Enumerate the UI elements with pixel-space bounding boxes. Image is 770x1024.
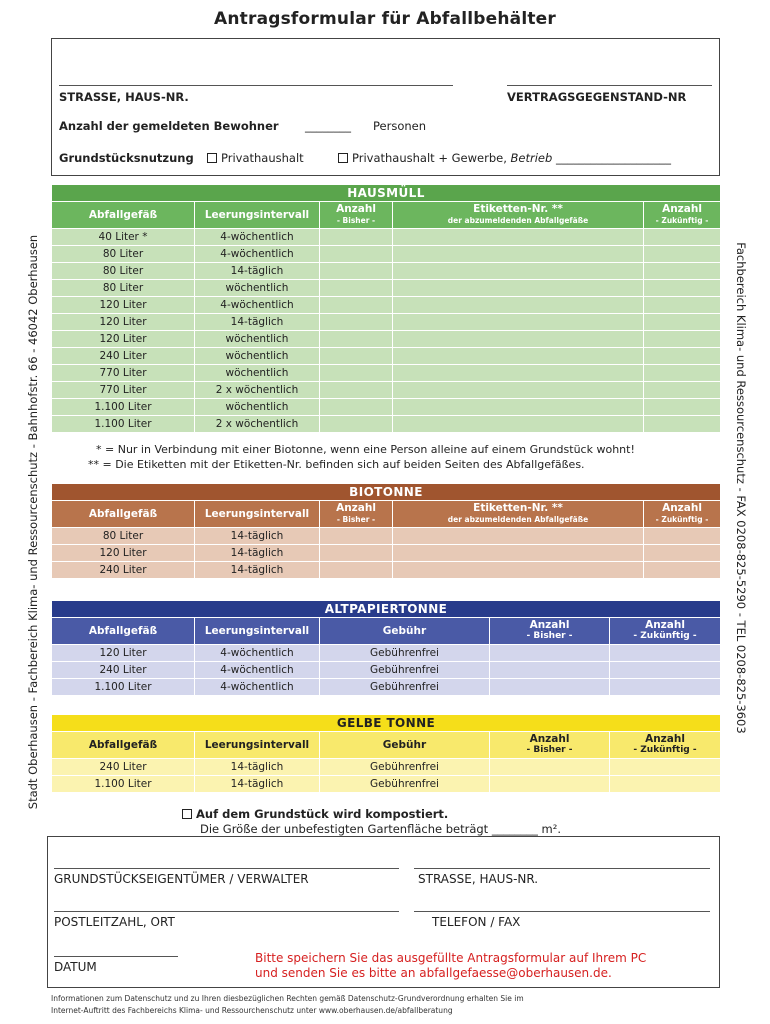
- anzahl-bisher-input[interactable]: [320, 297, 393, 314]
- anzahl-zukuenftig-input[interactable]: [644, 528, 721, 545]
- intervall-cell: 14-täglich: [195, 545, 320, 562]
- table-row: [52, 229, 721, 246]
- gefaess-cell: 120 Liter: [52, 314, 195, 331]
- col-anzahl-label: Anzahl: [529, 733, 570, 745]
- anzahl-bisher-input[interactable]: [320, 562, 393, 579]
- col-anzahl-label: Anzahl: [336, 203, 376, 215]
- table-row: [52, 399, 721, 416]
- etiketten-input[interactable]: [393, 528, 644, 545]
- gefaess-cell: 80 Liter: [52, 280, 195, 297]
- anzahl-bisher-input[interactable]: [320, 263, 393, 280]
- contract-label: VERTRAGSGEGENSTAND-NR: [507, 90, 687, 104]
- intervall-cell: 14-täglich: [195, 263, 320, 280]
- gefaess-cell: 240 Liter: [52, 759, 195, 776]
- anzahl-bisher-input[interactable]: [320, 348, 393, 365]
- etiketten-input[interactable]: [393, 297, 644, 314]
- col-etiketten: [393, 202, 644, 229]
- usage-option-business[interactable]: [338, 151, 671, 165]
- table-row: [52, 759, 721, 776]
- col-anzahl-sub: - Bisher -: [336, 515, 376, 524]
- table-row: [52, 776, 721, 793]
- side-text-left: Stadt Oberhausen - Fachbereich Klima- und Ressourcenschutz - Bahnhofstr. 66 - 46042 Oberhausen: [26, 234, 40, 810]
- anzahl-zukuenftig-input[interactable]: [644, 562, 721, 579]
- gefaess-cell: 80 Liter: [52, 528, 195, 545]
- anzahl-zukuenftig-input[interactable]: [610, 662, 721, 679]
- residents-unit: Personen: [373, 119, 427, 133]
- intervall-cell: 2 x wöchentlich: [195, 416, 320, 433]
- intervall-cell: 14-täglich: [195, 314, 320, 331]
- anzahl-bisher-input[interactable]: [320, 399, 393, 416]
- intervall-cell: wöchentlich: [195, 331, 320, 348]
- gefaess-cell: 120 Liter: [52, 297, 195, 314]
- intervall-cell: 4-wöchentlich: [195, 297, 320, 314]
- intervall-cell: wöchentlich: [195, 348, 320, 365]
- biotonne-table: [51, 483, 721, 579]
- col-anzahl2-sub: - Zukünftig -: [655, 216, 709, 225]
- anzahl-zukuenftig-input[interactable]: [644, 348, 721, 365]
- anzahl-zukuenftig-input[interactable]: [644, 280, 721, 297]
- intervall-cell: 4-wöchentlich: [195, 662, 320, 679]
- anzahl-zukuenftig-input[interactable]: [644, 365, 721, 382]
- col-anzahl-bisher: [320, 202, 393, 229]
- gebuehr-cell: Gebührenfrei: [320, 776, 490, 793]
- gebuehr-cell: Gebührenfrei: [320, 679, 490, 696]
- hausmuell-table: [51, 184, 721, 433]
- anzahl-zukuenftig-input[interactable]: [644, 297, 721, 314]
- col-anzahl2-sub: - Zukünftig -: [633, 631, 697, 641]
- gefaess-cell: 770 Liter: [52, 365, 195, 382]
- anzahl-bisher-input[interactable]: [490, 759, 610, 776]
- footer-line-1: Informationen zum Datenschutz und zu Ihren diesbezüglichen Rechten gemäß Datenschutz-Grundverordnung erhalten Sie im: [51, 994, 524, 1003]
- anzahl-zukuenftig-input[interactable]: [610, 776, 721, 793]
- col-anzahl-label: Anzahl: [529, 619, 570, 631]
- intervall-cell: 4-wöchentlich: [195, 246, 320, 263]
- anzahl-zukuenftig-input[interactable]: [610, 645, 721, 662]
- checkbox-icon[interactable]: [182, 809, 192, 819]
- altpapier-banner: ALTPAPIERTONNE: [52, 601, 721, 618]
- table-row: [52, 416, 721, 433]
- gefaess-cell: 80 Liter: [52, 263, 195, 280]
- usage-business-italic: Betrieb: [510, 151, 553, 165]
- table-row: [52, 528, 721, 545]
- date-input[interactable]: [54, 956, 178, 957]
- gefaess-cell: 80 Liter: [52, 246, 195, 263]
- anzahl-zukuenftig-input[interactable]: [644, 399, 721, 416]
- col-anzahl2-label: Anzahl: [645, 733, 685, 745]
- usage-label: Grundstücksnutzung: [59, 151, 194, 165]
- altpapier-table: [51, 600, 721, 696]
- etiketten-input[interactable]: [393, 365, 644, 382]
- col-intervall: Leerungsintervall: [195, 202, 320, 229]
- anzahl-bisher-input[interactable]: [320, 314, 393, 331]
- intervall-cell: 14-täglich: [195, 528, 320, 545]
- gefaess-cell: 120 Liter: [52, 645, 195, 662]
- kompost-option[interactable]: [182, 807, 448, 821]
- col-gefaess: Abfallgefäß: [52, 501, 195, 528]
- anzahl-bisher-input[interactable]: [320, 280, 393, 297]
- anzahl-bisher-input[interactable]: [320, 545, 393, 562]
- street-input[interactable]: [59, 85, 453, 86]
- col-anzahl-sub: - Bisher -: [336, 216, 376, 225]
- gefaess-cell: 1.100 Liter: [52, 399, 195, 416]
- gebuehr-cell: Gebührenfrei: [320, 759, 490, 776]
- etiketten-input[interactable]: [393, 562, 644, 579]
- anzahl-bisher-input[interactable]: [490, 662, 610, 679]
- table-row: [52, 331, 721, 348]
- etiketten-input[interactable]: [393, 545, 644, 562]
- table-row: [52, 679, 721, 696]
- contract-number-input[interactable]: [507, 85, 712, 86]
- notice-line-2: und senden Sie es bitte an abfallgefaesse@oberhausen.de.: [255, 966, 612, 980]
- gefaess-cell: 770 Liter: [52, 382, 195, 399]
- col-etiketten-sub: der abzumeldenden Abfallgefäße: [447, 515, 589, 524]
- plz-label: POSTLEITZAHL, ORT: [54, 915, 175, 929]
- col-anzahl-bisher: [320, 501, 393, 528]
- gefaess-cell: 120 Liter: [52, 545, 195, 562]
- table-row: [52, 280, 721, 297]
- table-row: [52, 297, 721, 314]
- col-anzahl-sub: - Bisher -: [526, 745, 573, 755]
- gefaess-cell: 1.100 Liter: [52, 776, 195, 793]
- footer-line-2: Internet-Auftritt des Fachbereichs Klima- und Ressourchenschutz unter www.oberhausen.de/abfallberatung: [51, 1006, 453, 1015]
- owner-street-input[interactable]: [414, 868, 710, 869]
- col-anzahl2-label: Anzahl: [662, 203, 702, 215]
- col-gebuehr: Gebühr: [320, 732, 490, 759]
- anzahl-bisher-input[interactable]: [490, 645, 610, 662]
- anzahl-bisher-input[interactable]: [320, 331, 393, 348]
- intervall-cell: 14-täglich: [195, 759, 320, 776]
- etiketten-input[interactable]: [393, 263, 644, 280]
- table-row: [52, 263, 721, 280]
- etiketten-input[interactable]: [393, 280, 644, 297]
- col-etiketten-sub: der abzumeldenden Abfallgefäße: [447, 216, 589, 225]
- anzahl-zukuenftig-input[interactable]: [644, 545, 721, 562]
- anzahl-bisher-input[interactable]: [490, 776, 610, 793]
- col-anzahl-bisher: [490, 732, 610, 759]
- kompost-size-input[interactable]: ________: [491, 822, 538, 836]
- table-row: [52, 382, 721, 399]
- intervall-cell: wöchentlich: [195, 365, 320, 382]
- business-input[interactable]: ____________________: [555, 151, 671, 165]
- etiketten-input[interactable]: [393, 229, 644, 246]
- usage-option-business-label: Privathaushalt + Gewerbe,: [352, 151, 507, 165]
- col-etiketten: [393, 501, 644, 528]
- col-intervall: Leerungsintervall: [195, 618, 320, 645]
- col-intervall: Leerungsintervall: [195, 732, 320, 759]
- anzahl-bisher-input[interactable]: [320, 229, 393, 246]
- table-row: [52, 365, 721, 382]
- gefaess-cell: 120 Liter: [52, 331, 195, 348]
- hausmuell-banner: HAUSMÜLL: [52, 185, 721, 202]
- gefaess-cell: 1.100 Liter: [52, 416, 195, 433]
- anzahl-bisher-input[interactable]: [320, 416, 393, 433]
- gelbe-banner: GELBE TONNE: [52, 715, 721, 732]
- gefaess-cell: 1.100 Liter: [52, 679, 195, 696]
- checkbox-icon[interactable]: [338, 153, 348, 163]
- side-text-right: Fachbereich Klima- und Ressourcenschutz - FAX 0208-825-5290 - TEL 0208-825-3603: [734, 242, 748, 734]
- col-anzahl-bisher: [490, 618, 610, 645]
- table-row: [52, 246, 721, 263]
- usage-option-private[interactable]: [207, 151, 304, 165]
- kompost-size-unit: m².: [541, 822, 561, 836]
- etiketten-input[interactable]: [393, 416, 644, 433]
- intervall-cell: wöchentlich: [195, 280, 320, 297]
- col-anzahl-label: Anzahl: [336, 502, 376, 514]
- anzahl-zukuenftig-input[interactable]: [644, 263, 721, 280]
- anzahl-zukuenftig-input[interactable]: [644, 382, 721, 399]
- etiketten-input[interactable]: [393, 314, 644, 331]
- etiketten-input[interactable]: [393, 399, 644, 416]
- col-intervall: Leerungsintervall: [195, 501, 320, 528]
- notice-line-1: Bitte speichern Sie das ausgefüllte Antragsformular auf Ihrem PC: [255, 951, 647, 965]
- intervall-cell: 4-wöchentlich: [195, 229, 320, 246]
- anzahl-zukuenftig-input[interactable]: [610, 759, 721, 776]
- col-gebuehr: Gebühr: [320, 618, 490, 645]
- biotonne-banner: BIOTONNE: [52, 484, 721, 501]
- checkbox-icon[interactable]: [207, 153, 217, 163]
- anzahl-zukuenftig-input[interactable]: [644, 331, 721, 348]
- intervall-cell: 2 x wöchentlich: [195, 382, 320, 399]
- etiketten-input[interactable]: [393, 331, 644, 348]
- footnote-2: ** = Die Etiketten mit der Etiketten-Nr. befinden sich auf beiden Seiten des Abfallgefäßes.: [88, 458, 585, 471]
- table-row: [52, 314, 721, 331]
- usage-option-private-label: Privathaushalt: [221, 151, 304, 165]
- date-label: DATUM: [54, 960, 97, 974]
- col-anzahl2-sub: - Zukünftig -: [633, 745, 697, 755]
- kompost-size-line: [200, 822, 561, 836]
- col-etiketten-label: Etiketten-Nr. **: [473, 203, 563, 215]
- gebuehr-cell: Gebührenfrei: [320, 662, 490, 679]
- col-anzahl-zukuenftig: [644, 501, 721, 528]
- form-title: Antragsformular für Abfallbehälter: [214, 9, 556, 29]
- kompost-size-text: Die Größe der unbefestigten Gartenfläche beträgt: [200, 822, 489, 836]
- col-anzahl-zukuenftig: [644, 202, 721, 229]
- etiketten-input[interactable]: [393, 348, 644, 365]
- gefaess-cell: 240 Liter: [52, 562, 195, 579]
- intervall-cell: 4-wöchentlich: [195, 645, 320, 662]
- owner-street-label: STRASSE, HAUS-NR.: [418, 872, 539, 886]
- intervall-cell: 4-wöchentlich: [195, 679, 320, 696]
- anzahl-bisher-input[interactable]: [490, 679, 610, 696]
- anzahl-bisher-input[interactable]: [320, 528, 393, 545]
- table-row: [52, 562, 721, 579]
- kompost-label: Auf dem Grundstück wird kompostiert.: [196, 807, 449, 821]
- table-row: [52, 662, 721, 679]
- table-row: [52, 545, 721, 562]
- col-gefaess: Abfallgefäß: [52, 732, 195, 759]
- gefaess-cell: 240 Liter: [52, 662, 195, 679]
- residents-input[interactable]: ________: [305, 119, 351, 133]
- street-label: STRASSE, HAUS-NR.: [59, 90, 189, 104]
- table-row: [52, 348, 721, 365]
- anzahl-zukuenftig-input[interactable]: [644, 246, 721, 263]
- gelbe-table: [51, 714, 721, 793]
- intervall-cell: wöchentlich: [195, 399, 320, 416]
- col-anzahl-sub: - Bisher -: [526, 631, 573, 641]
- owner-label: GRUNDSTÜCKSEIGENTÜMER / VERWALTER: [54, 872, 309, 886]
- col-etiketten-label: Etiketten-Nr. **: [473, 502, 563, 514]
- gefaess-cell: 40 Liter *: [52, 229, 195, 246]
- gefaess-cell: 240 Liter: [52, 348, 195, 365]
- etiketten-input[interactable]: [393, 382, 644, 399]
- anzahl-bisher-input[interactable]: [320, 365, 393, 382]
- footnote-1: * = Nur in Verbindung mit einer Biotonne, wenn eine Person alleine auf einem Grundstück wohnt!: [96, 443, 635, 456]
- gebuehr-cell: Gebührenfrei: [320, 645, 490, 662]
- anzahl-zukuenftig-input[interactable]: [644, 229, 721, 246]
- anzahl-zukuenftig-input[interactable]: [644, 416, 721, 433]
- owner-input[interactable]: [54, 868, 399, 869]
- intervall-cell: 14-täglich: [195, 562, 320, 579]
- col-anzahl2-label: Anzahl: [662, 502, 702, 514]
- plz-input[interactable]: [54, 911, 399, 912]
- col-anzahl2-label: Anzahl: [645, 619, 685, 631]
- anzahl-zukuenftig-input[interactable]: [610, 679, 721, 696]
- table-row: [52, 645, 721, 662]
- col-anzahl2-sub: - Zukünftig -: [655, 515, 709, 524]
- intervall-cell: 14-täglich: [195, 776, 320, 793]
- anzahl-bisher-input[interactable]: [320, 382, 393, 399]
- anzahl-zukuenftig-input[interactable]: [644, 314, 721, 331]
- phone-input[interactable]: [414, 911, 710, 912]
- col-gefaess: Abfallgefäß: [52, 618, 195, 645]
- col-anzahl-zukuenftig: [610, 618, 721, 645]
- anzahl-bisher-input[interactable]: [320, 246, 393, 263]
- col-anzahl-zukuenftig: [610, 732, 721, 759]
- etiketten-input[interactable]: [393, 246, 644, 263]
- col-gefaess: Abfallgefäß: [52, 202, 195, 229]
- phone-label: TELEFON / FAX: [432, 915, 521, 929]
- residents-label: Anzahl der gemeldeten Bewohner: [59, 119, 279, 133]
